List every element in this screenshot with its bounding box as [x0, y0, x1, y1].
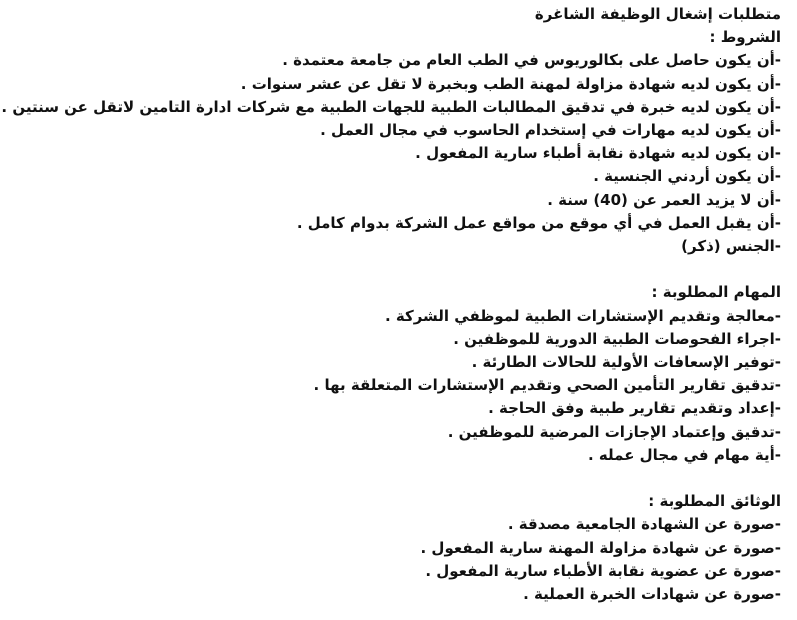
task-item: -أية مهام في مجال عمله .: [588, 445, 781, 464]
task-item: -تدقيق تقارير التأمين الصحي وتقديم الإستشارات المتعلقة بها .: [313, 376, 781, 395]
condition-item: -أن لا يزيد العمر عن (40) سنة .: [547, 190, 781, 209]
document-item: -صورة عن عضوية نقابة الأطباء سارية المفعول .: [425, 561, 781, 580]
condition-item: -الجنس (ذكر): [681, 237, 781, 256]
condition-item: -ان يكون لديه شهادة نقابة أطباء سارية المفعول .: [415, 144, 781, 163]
condition-item: -أن يكون حاصل على بكالوريوس في الطب العام من جامعة معتمدة .: [282, 51, 781, 70]
document-title: متطلبات إشغال الوظيفة الشاغرة: [534, 5, 781, 23]
job-requirements-document: [0, 3, 781, 606]
section-spacer: [0, 258, 781, 281]
documents-heading: الوثائق المطلوبة :: [648, 492, 781, 511]
document-item: -صورة عن الشهادة الجامعية مصدقة .: [507, 515, 781, 534]
task-item: -اجراء الفحوصات الطبية الدورية للموظفين .: [453, 329, 781, 348]
document-item: -صورة عن شهادات الخبرة العملية .: [523, 585, 781, 604]
task-item: -تدقيق وإعتماد الإجازات المرضية للموظفين .: [447, 422, 781, 441]
section-spacer: [0, 467, 781, 490]
condition-item: -أن يقبل العمل في أي موقع من مواقع عمل الشركة بدوام كامل .: [296, 213, 781, 232]
condition-item: -أن يكون لديه مهارات في إستخدام الحاسوب في مجال العمل .: [320, 121, 781, 140]
task-item: -توفير الإسعافات الأولية للحالات الطارئة .: [471, 353, 781, 372]
condition-item: -أن يكون لديه خبرة في تدقيق المطالبات الطبية للجهات الطبية مع شركات ادارة التامين لاتقل عن سنتين .: [1, 97, 781, 116]
task-item: -إعداد وتقديم تقارير طبية وفق الحاجة .: [488, 399, 781, 418]
task-item: -معالجة وتقديم الإستشارات الطبية لموظفي الشركة .: [384, 306, 781, 325]
condition-item: -أن يكون لديه شهادة مزاولة لمهنة الطب وبخبرة لا تقل عن عشر سنوات .: [240, 74, 781, 93]
condition-item: -أن يكون أردني الجنسية .: [593, 167, 781, 186]
document-item: -صورة عن شهادة مزاولة المهنة سارية المفعول .: [420, 538, 781, 557]
conditions-heading: الشروط :: [709, 28, 781, 47]
tasks-heading: المهام المطلوبة :: [651, 283, 781, 302]
